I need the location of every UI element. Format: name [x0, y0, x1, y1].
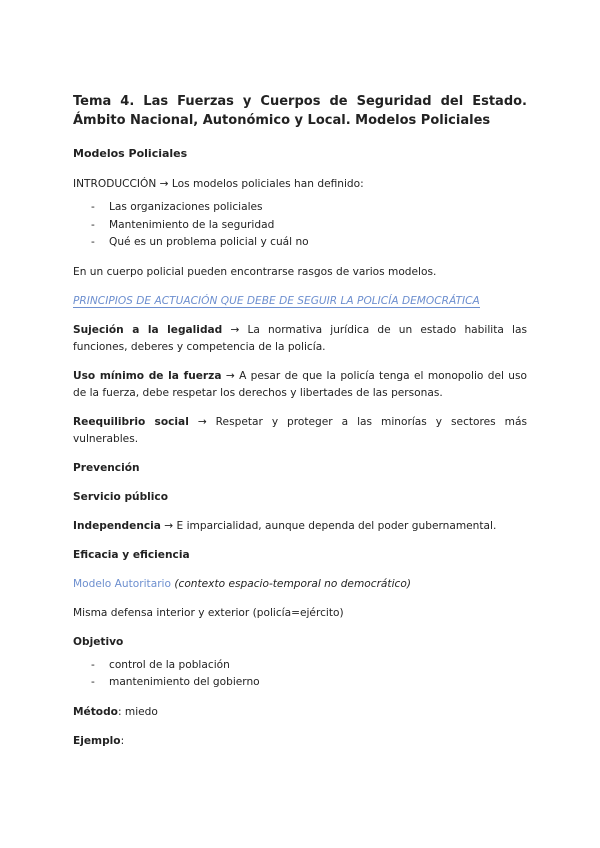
example-value: : [120, 734, 125, 747]
principle-eficacia [73, 547, 527, 564]
principle-text: → Respetar y proteger a las minorías y sectores más vulnerables. [73, 415, 527, 445]
principle-term: Uso mínimo de la fuerza [73, 369, 222, 382]
intro-paragraph: INTRODUCCIÓN → Los modelos policiales han definido: [73, 178, 364, 190]
principle-term: Servicio público [73, 490, 168, 503]
example-label: Ejemplo [73, 734, 121, 747]
principle-text: → La normativa jurídica de un estado habilita las funciones, deberes y competencia de la policía. [73, 323, 527, 353]
method-value: : miedo [117, 705, 158, 718]
principle-fuerza [73, 368, 527, 402]
intro-list [73, 199, 527, 252]
list-dash: - [91, 236, 95, 248]
example-line [73, 733, 527, 750]
intro-closing: En un cuerpo policial pueden encontrarse rasgos de varios modelos. [73, 265, 437, 278]
list-item: - Qué es un problema policial y cuál no [73, 234, 527, 252]
principle-term: Sujeción a la legalidad [73, 323, 223, 336]
principle-legalidad [73, 322, 527, 356]
principles-heading: PRINCIPIOS DE ACTUACIÓN QUE DEBE DE SEGUIR LA POLICÍA DEMOCRÁTICA [73, 294, 480, 307]
list-dash: - [91, 676, 95, 688]
principle-term: Prevención [73, 461, 140, 474]
method-label: Método [73, 705, 118, 718]
principle-term: Independencia [73, 519, 161, 532]
document-page [73, 92, 527, 762]
principle-reequilibrio [73, 414, 527, 448]
principle-prevencion [73, 460, 527, 477]
model-context: (contexto espacio-temporal no democrático) [174, 577, 411, 590]
list-item: - control de la población [73, 657, 527, 675]
principle-term: Eficacia y eficiencia [73, 548, 190, 561]
principle-text: → A pesar de que la policía tenga el monopolio del uso de la fuerza, debe respetar los derechos y libertades de las personas. [73, 369, 527, 399]
list-dash: - [91, 201, 95, 213]
list-item: - Mantenimiento de la seguridad [73, 217, 527, 235]
principle-term: Reequilibrio social [73, 415, 189, 428]
list-dash: - [91, 658, 95, 671]
section-title: Modelos Policiales [73, 147, 188, 160]
model-name: Modelo Autoritario [73, 577, 171, 590]
principle-independencia [73, 518, 527, 535]
document-title: Tema 4. Las Fuerzas y Cuerpos de Seguridad del Estado. Ámbito Nacional, Autonómico y Local. Modelos Policiales [73, 94, 527, 128]
principle-servicio [73, 489, 527, 506]
list-dash: - [91, 218, 95, 231]
method-line [73, 704, 527, 721]
model-description: Misma defensa interior y exterior (policía=ejército) [73, 606, 344, 619]
list-item: - Las organizaciones policiales [73, 199, 527, 217]
objective-heading: Objetivo [73, 635, 124, 648]
principle-text: → E imparcialidad, aunque dependa del poder gubernamental. [160, 519, 497, 532]
list-item: - mantenimiento del gobierno [73, 674, 527, 692]
objective-list [73, 657, 527, 692]
model-heading [73, 576, 527, 593]
